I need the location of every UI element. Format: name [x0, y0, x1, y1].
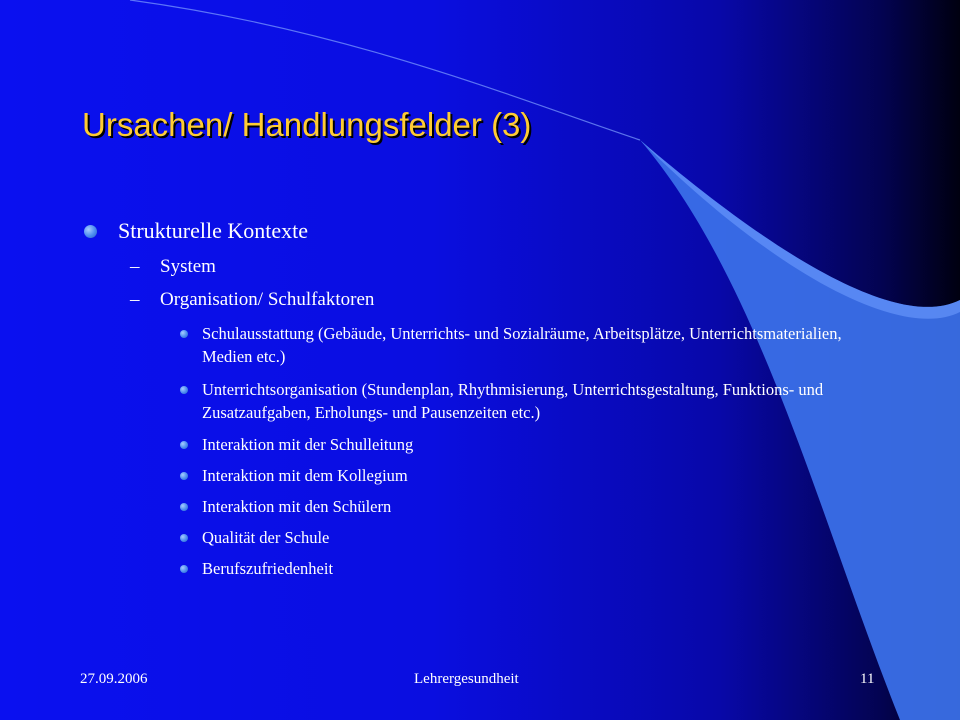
bullet-label: Strukturelle Kontexte — [118, 218, 309, 243]
footer-page-number: 11 — [860, 671, 875, 687]
dash-icon: – — [130, 289, 140, 310]
detail-item-unterrichtsorganisation — [180, 378, 880, 424]
bullet-dot-icon — [180, 441, 188, 449]
detail-item-kollegium — [180, 464, 880, 487]
bullet-dot-icon — [84, 225, 97, 238]
slide-title: Ursachen/ Handlungsfelder (3) — [82, 106, 532, 143]
detail-item-schulleitung — [180, 433, 880, 456]
detail-label: Interaktion mit dem Kollegium — [202, 466, 408, 485]
bullet-dot-icon — [180, 565, 188, 573]
footer-date: 27.09.2006 — [80, 671, 148, 687]
detail-item-schueler — [180, 495, 880, 518]
detail-item-schulausstattung — [180, 322, 880, 368]
bullet-dot-icon — [180, 472, 188, 480]
footer-title: Lehrergesundheit — [414, 671, 519, 687]
bullet-dot-icon — [180, 503, 188, 511]
subbullet-label: Organisation/ Schulfaktoren — [160, 289, 375, 310]
detail-label: Berufszufriedenheit — [202, 559, 334, 578]
swoosh-shape — [640, 140, 960, 720]
detail-item-qualitaet — [180, 526, 880, 549]
dash-icon: – — [130, 256, 140, 277]
detail-label: Interaktion mit der Schulleitung — [202, 435, 414, 454]
bullet-dot-icon — [180, 330, 188, 338]
detail-label: Qualität der Schule — [202, 528, 330, 547]
detail-label: Interaktion mit den Schülern — [202, 497, 392, 516]
bullet-dot-icon — [180, 386, 188, 394]
detail-label: Unterrichtsorganisation (Stundenplan, Rhythmisierung, Unterrichtsgestaltung, Funktions- und Zusatzaufgaben, Erholungs- und Pausenzeiten etc.) — [202, 380, 824, 422]
subbullet-label: System — [160, 256, 216, 277]
bullet-dot-icon — [180, 534, 188, 542]
detail-label: Schulausstattung (Gebäude, Unterrichts- und Sozialräume, Arbeitsplätze, Unterrichtsmaterialien, Medien etc.) — [202, 324, 842, 366]
detail-item-berufszufriedenheit — [180, 557, 880, 580]
